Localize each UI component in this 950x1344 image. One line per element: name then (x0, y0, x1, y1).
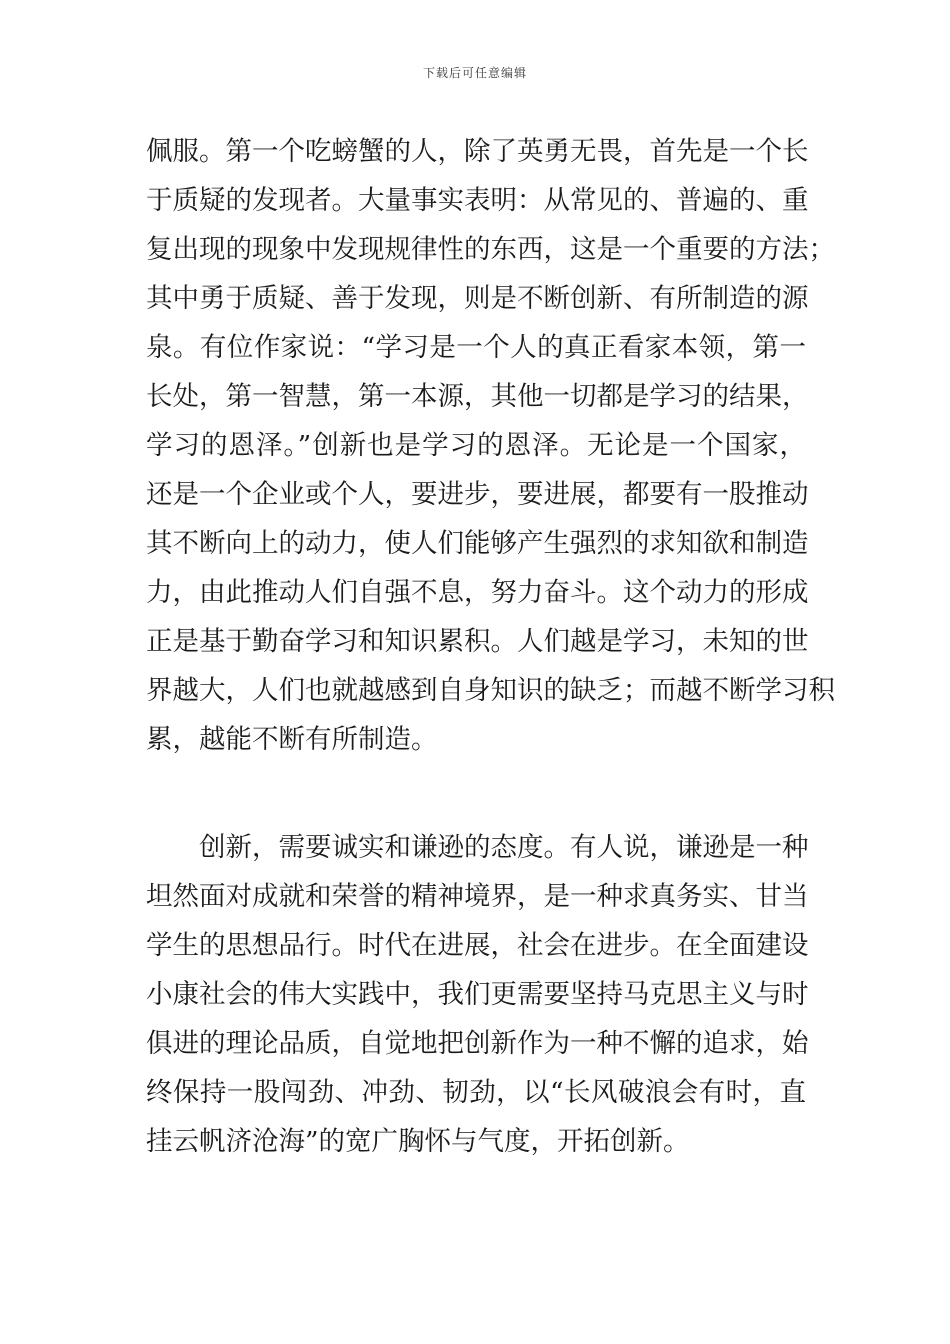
paragraph-line: 学生的思想品行。时代在进展，社会在进步。在全面建设 (146, 930, 809, 961)
paragraph-line: 挂云帆济沧海”的宽广胸怀与气度，开拓创新。 (146, 1126, 690, 1157)
paragraph-line: 俱进的理论品质，自觉地把创新作为一种不懈的追求，始 (146, 1028, 809, 1059)
paragraph-line: 于质疑的发现者。大量事实表明：从常见的、普遍的、重 (146, 185, 809, 216)
paragraph-line: 终保持一股闯劲、冲劲、韧劲，以“长风破浪会有时，直 (146, 1077, 806, 1108)
paragraph-line: 长处，第一智慧，第一本源，其他一切都是学习的结果， (146, 381, 809, 412)
paragraph-line: 力，由此推动人们自强不息，努力奋斗。这个动力的形成 (146, 577, 809, 608)
paragraph-line: 正是基于勤奋学习和知识累积。人们越是学习，未知的世 (146, 626, 809, 657)
paragraph-line: 佩服。第一个吃螃蟹的人，除了英勇无畏，首先是一个长 (146, 136, 809, 167)
paragraph-line: 界越大，人们也就越感到自身知识的缺乏；而越不断学习积 (146, 675, 835, 706)
paragraph-line: 累，越能不断有所制造。 (146, 724, 438, 755)
page-header: 下载后可任意编辑 (422, 66, 527, 80)
paragraph-line: 学习的恩泽。”创新也是学习的恩泽。无论是一个国家， (146, 430, 806, 461)
paragraph-line: 坦然面对成就和荣誉的精神境界，是一种求真务实、甘当 (146, 881, 809, 912)
paragraph-line: 其中勇于质疑、善于发现，则是不断创新、有所制造的源 (146, 283, 809, 314)
paragraph-line: 创新，需要诚实和谦逊的态度。有人说，谦逊是一种 (199, 832, 809, 863)
paragraph-2 (146, 823, 809, 1166)
paragraph-1 (146, 127, 835, 764)
paragraph-line: 小康社会的伟大实践中，我们更需要坚持马克思主义与时 (146, 979, 809, 1010)
paragraph-line: 其不断向上的动力，使人们能够产生强烈的求知欲和制造 (146, 528, 809, 559)
paragraph-line: 还是一个企业或个人，要进步，要进展，都要有一股推动 (146, 479, 809, 510)
paragraph-line: 泉。有位作家说：“学习是一个人的真正看家本领，第一 (146, 332, 806, 363)
paragraph-line: 复出现的现象中发现规律性的东西，这是一个重要的方法； (146, 234, 835, 265)
